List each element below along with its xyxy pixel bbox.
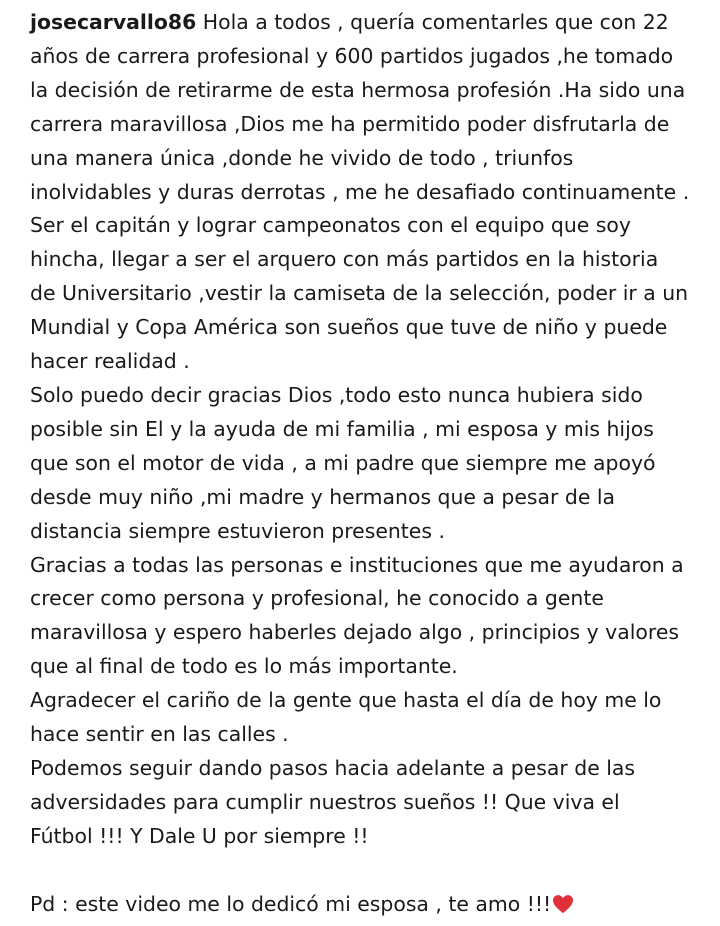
username-link[interactable]: josecarvallo86 bbox=[30, 10, 197, 34]
caption-line: que al final de todo es lo más importante. bbox=[30, 654, 458, 679]
caption-line: adversidades para cumplir nuestros sueños !! Que viva el bbox=[30, 789, 620, 814]
ps-line bbox=[30, 888, 710, 922]
caption-line-1 bbox=[30, 6, 710, 40]
blank-line bbox=[30, 854, 710, 888]
caption-line: la decisión de retirarme de esta hermosa profesión .Ha sido una bbox=[30, 77, 686, 102]
caption-line: carrera maravillosa ,Dios me ha permitido poder disfrutarla de bbox=[30, 111, 670, 136]
caption-line: de Universitario ,vestir la camiseta de la selección, poder ir a un bbox=[30, 281, 689, 306]
caption-line: desde muy niño ,mi madre y hermanos que a pesar de la bbox=[30, 484, 616, 509]
caption-line: Ser el capitán y lograr campeonatos con el equipo que soy bbox=[30, 213, 631, 238]
caption-line: Gracias a todas las personas e instituciones que me ayudaron a bbox=[30, 552, 684, 577]
post-caption bbox=[30, 6, 710, 921]
caption-line: posible sin El y la ayuda de mi familia , mi esposa y mis hijos bbox=[30, 416, 654, 441]
caption-line: años de carrera profesional y 600 partidos jugados ,he tomado bbox=[30, 43, 674, 68]
red-heart-icon bbox=[552, 894, 574, 914]
caption-line: hincha, llegar a ser el arquero con más partidos en la historia bbox=[30, 247, 659, 272]
caption-line: hacer realidad . bbox=[30, 349, 190, 374]
caption-line: inolvidables y duras derrotas , me he desafiado continuamente . bbox=[30, 179, 690, 204]
ps-text: Pd : este video me lo dedicó mi esposa , te amo !!! bbox=[30, 891, 552, 916]
caption-line: que son el motor de vida , a mi padre que siempre me apoyó bbox=[30, 450, 656, 475]
caption-line: una manera única ,donde he vivido de todo , triunfos bbox=[30, 145, 574, 170]
caption-line: Fútbol !!! Y Dale U por siempre !! bbox=[30, 823, 369, 848]
caption-line: hace sentir en las calles . bbox=[30, 722, 289, 747]
caption-line: maravillosa y espero haberles dejado algo , principios y valores bbox=[30, 620, 679, 645]
caption-line: Podemos seguir dando pasos hacia adelante a pesar de las bbox=[30, 755, 636, 780]
caption-line: Solo puedo decir gracias Dios ,todo esto nunca hubiera sido bbox=[30, 382, 643, 407]
caption-line: distancia siempre estuvieron presentes . bbox=[30, 518, 445, 543]
caption-line: crecer como persona y profesional, he conocido a gente bbox=[30, 586, 604, 611]
caption-line: Agradecer el cariño de la gente que hasta el día de hoy me lo bbox=[30, 688, 662, 713]
caption-line: Mundial y Copa América son sueños que tuve de niño y puede bbox=[30, 315, 668, 340]
caption-text: Hola a todos , quería comentarles que con 22 bbox=[196, 10, 669, 34]
